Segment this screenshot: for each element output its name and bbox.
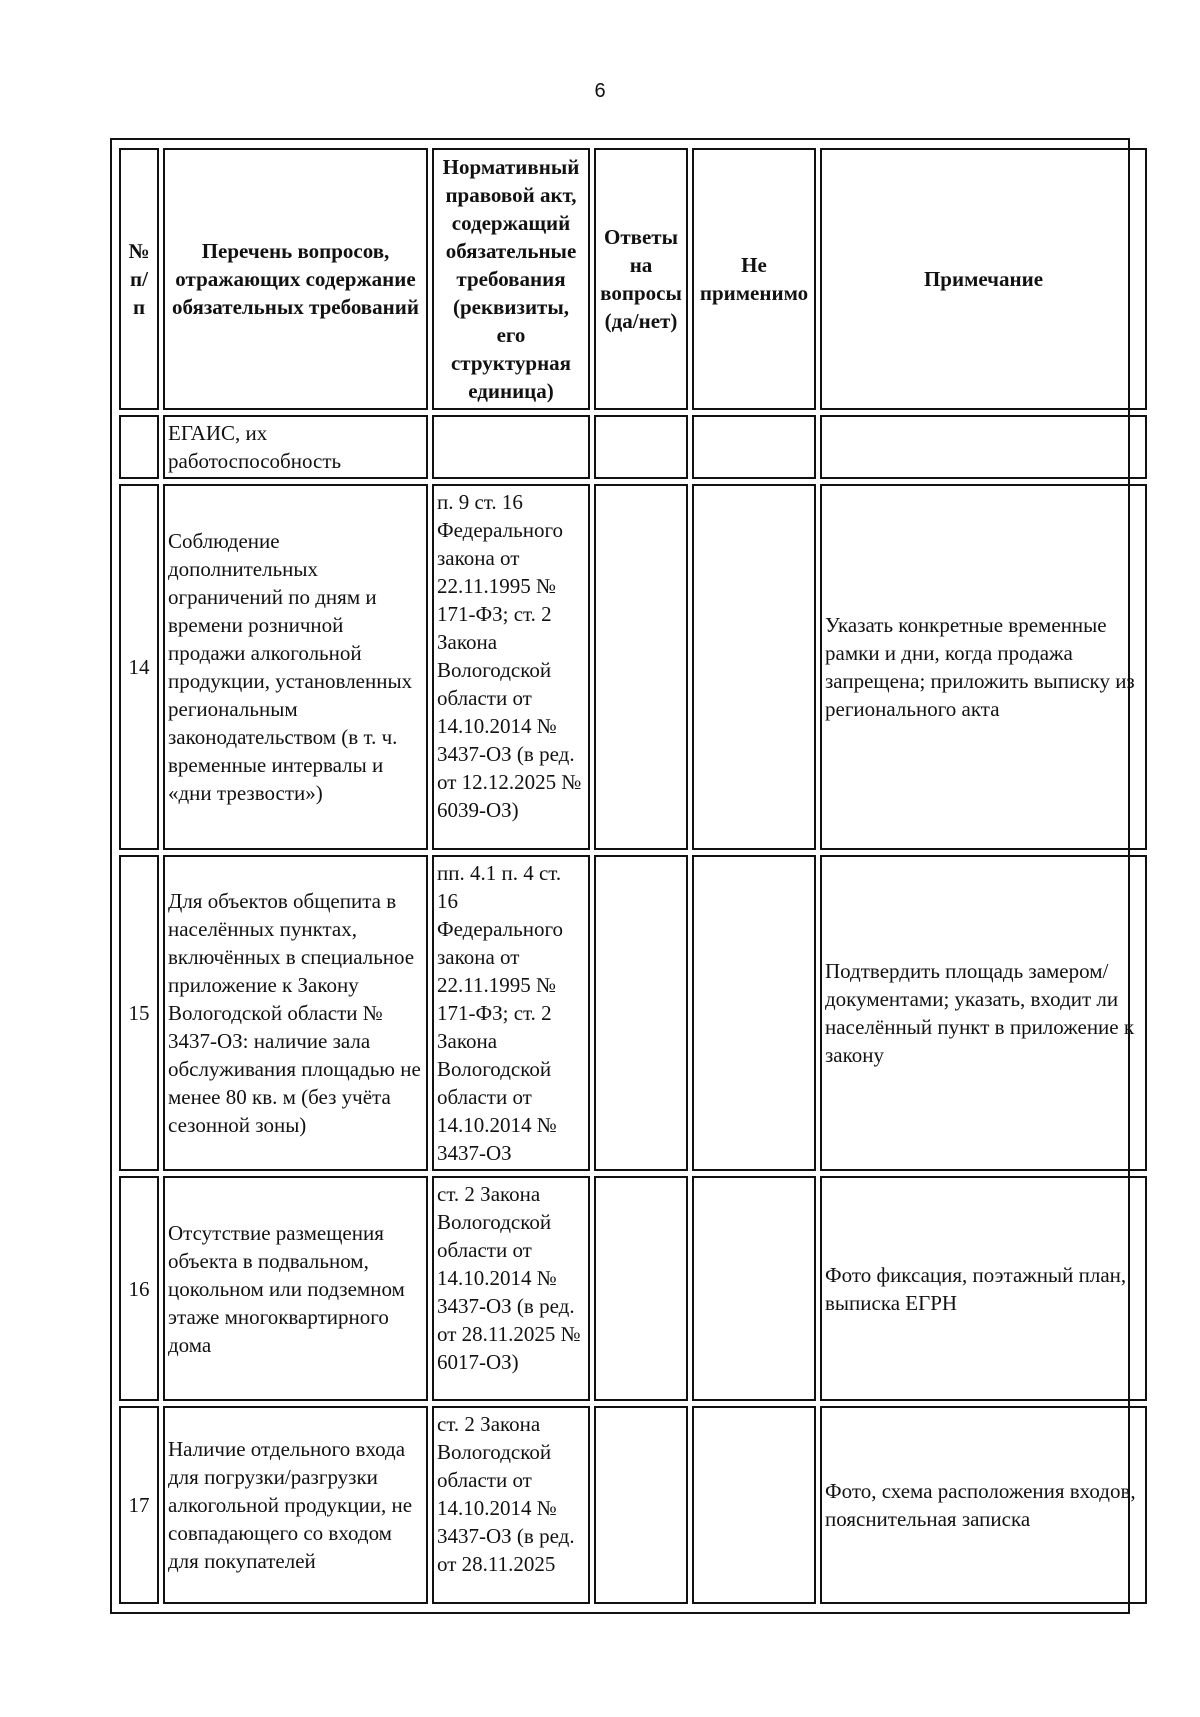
row-legal-act: п. 9 ст. 16 Федерального закона от 22.11.1995 № 171-ФЗ; ст. 2 Закона Вологодской области от 14.10.2014 № 3437-ОЗ (в ред. от 12.12.2025 № 6039-ОЗ) [432, 484, 590, 850]
row-requirement: Наличие отдельного входа для погрузки/разгрузки алкогольной продукции, не совпадающего со входом для покупателей [163, 1406, 428, 1604]
row-not-applicable [692, 855, 816, 1171]
table-row [119, 1176, 1147, 1401]
row-note [820, 415, 1147, 479]
row-number: 14 [119, 484, 159, 850]
row-note: Фото, схема расположения входов, пояснительная записка [820, 1406, 1147, 1604]
row-requirement: Отсутствие размещения объекта в подвальном, цокольном или подземном этаже многоквартирного дома [163, 1176, 428, 1401]
header-note: Примечание [820, 148, 1147, 410]
header-num: № п/п [119, 148, 159, 410]
row-legal-act [432, 415, 590, 479]
row-number [119, 415, 159, 479]
row-answer [594, 1406, 688, 1604]
row-answer [594, 1176, 688, 1401]
row-legal-act: пп. 4.1 п. 4 ст. 16 Федерального закона от 22.11.1995 № 171-ФЗ; ст. 2 Закона Вологодской области от 14.10.2014 № 3437-ОЗ [432, 855, 590, 1171]
checklist-table-frame [110, 138, 1136, 1614]
row-answer [594, 855, 688, 1171]
table-row [119, 855, 1147, 1171]
row-number: 15 [119, 855, 159, 1171]
header-questions: Перечень вопросов, отражающих содержание обязательных требований [163, 148, 428, 410]
header-answers: Ответы на вопросы (да/нет) [594, 148, 688, 410]
table-row [119, 1406, 1147, 1604]
table-header-row [119, 148, 1147, 410]
row-note: Указать конкретные временные рамки и дни, когда продажа запрещена; приложить выписку из регионального акта [820, 484, 1147, 850]
row-number: 17 [119, 1406, 159, 1604]
row-legal-act: ст. 2 Закона Вологодской области от 14.10.2014 № 3437-ОЗ (в ред. от 28.11.2025 [432, 1406, 590, 1604]
row-note: Фото фиксация, поэтажный план, выписка ЕГРН [820, 1176, 1147, 1401]
row-not-applicable [692, 1176, 816, 1401]
row-requirement: Соблюдение дополнительных ограничений по дням и времени розничной продажи алкогольной продукции, установленных региональным законодательством (в т. ч. временные интервалы и «дни трезвости») [163, 484, 428, 850]
row-requirement: Для объектов общепита в населённых пунктах, включённых в специальное приложение к Закону Вологодской области № 3437-ОЗ: наличие зала обслуживания площадью не менее 80 кв. м (без учёта сезонной зоны) [163, 855, 428, 1171]
row-requirement: ЕГАИС, их работоспособность [163, 415, 428, 479]
row-number: 16 [119, 1176, 159, 1401]
table-row [119, 484, 1147, 850]
table-row [119, 415, 1147, 479]
checklist-table [115, 143, 1151, 1609]
header-act: Нормативный правовой акт, содержащий обязательные требования (реквизиты, его структурная единица) [432, 148, 590, 410]
row-legal-act: ст. 2 Закона Вологодской области от 14.10.2014 № 3437-ОЗ (в ред. от 28.11.2025 № 6017-ОЗ) [432, 1176, 590, 1401]
row-answer [594, 484, 688, 850]
row-not-applicable [692, 415, 816, 479]
page-number: 6 [594, 80, 606, 102]
row-not-applicable [692, 484, 816, 850]
row-note: Подтвердить площадь замером/документами; указать, входит ли населённый пункт в приложение к закону [820, 855, 1147, 1171]
row-not-applicable [692, 1406, 816, 1604]
header-not-applicable: Не применимо [692, 148, 816, 410]
row-answer [594, 415, 688, 479]
